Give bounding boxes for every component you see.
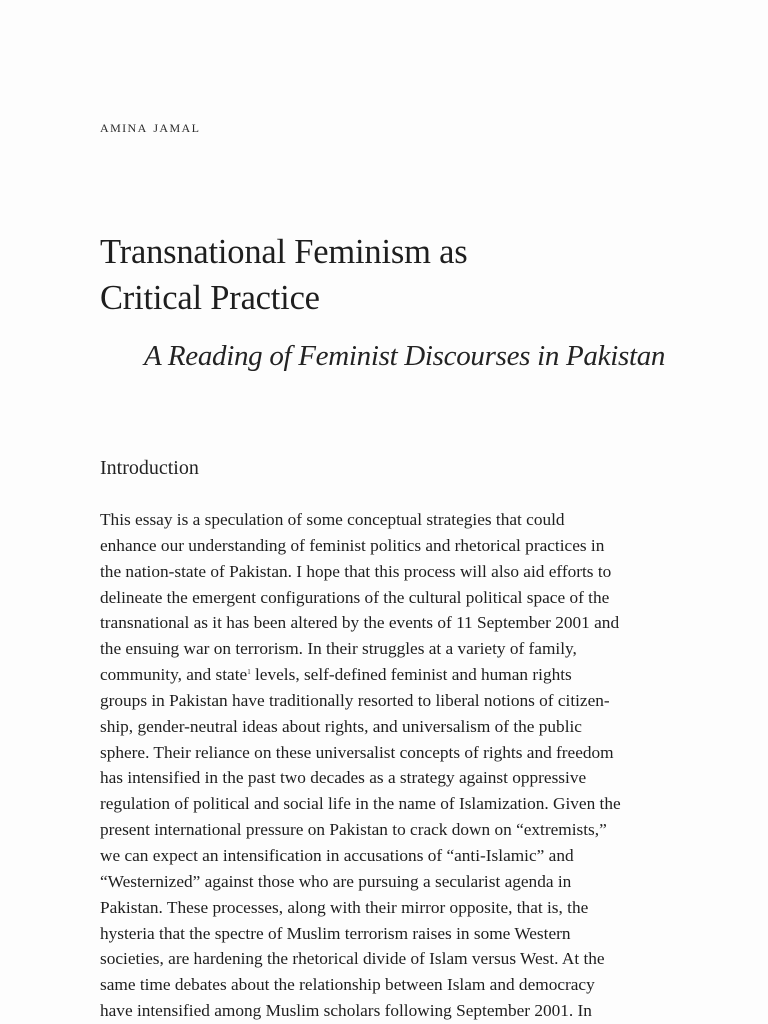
body-line: transnational as it has been altered by the events of 11 September 2001 and <box>100 613 620 633</box>
section-heading-introduction: Introduction <box>100 457 199 479</box>
body-line: ship, gender-neutral ideas about rights, and universalism of the public <box>100 716 582 736</box>
body-line-segment: levels, self-defined feminist and human rights <box>250 665 572 685</box>
body-line: same time debates about the relationship between Islam and democracy <box>100 975 595 995</box>
body-line: sphere. Their reliance on these universalist concepts of rights and freedom <box>100 742 614 762</box>
body-line: the nation-state of Pakistan. I hope that this process will also aid efforts to <box>100 561 612 581</box>
body-line-segment: community, and state <box>100 665 248 685</box>
body-line: “Westernized” against those who are pursuing a secularist agenda in <box>100 871 572 891</box>
title-line-2: Critical Practice <box>100 279 320 317</box>
body-line: have intensified among Muslim scholars following September 2001. In <box>100 1001 592 1021</box>
body-line: has intensified in the past two decades as a strategy against oppressive <box>100 768 587 788</box>
footnote-marker[interactable]: 1 <box>247 668 251 677</box>
title-line-1: Transnational Feminism as <box>100 233 468 271</box>
article-subtitle: A Reading of Feminist Discourses in Pakistan <box>144 340 666 372</box>
body-line: hysteria that the spectre of Muslim terrorism raises in some Western <box>100 923 571 943</box>
body-line: Pakistan. These processes, along with their mirror opposite, that is, the <box>100 897 589 917</box>
body-line: societies, are hardening the rhetorical divide of Islam versus West. At the <box>100 949 605 969</box>
body-line: regulation of political and social life in the name of Islamization. Given the <box>100 794 621 814</box>
body-line-with-footnote <box>100 662 670 688</box>
body-line: groups in Pakistan have traditionally resorted to liberal notions of citizen- <box>100 690 610 710</box>
body-line: enhance our understanding of feminist politics and rhetorical practices in <box>100 535 605 555</box>
body-line: we can expect an intensification in accusations of “anti-Islamic” and <box>100 845 574 865</box>
body-line: present international pressure on Pakistan to crack down on “extremists,” <box>100 820 607 840</box>
author-name: amina jamal <box>100 117 201 136</box>
body-line: the ensuing war on terrorism. In their struggles at a variety of family, <box>100 639 577 659</box>
body-paragraph <box>100 507 670 1024</box>
article-title <box>100 229 467 321</box>
body-line: delineate the emergent configurations of the cultural political space of the <box>100 587 610 607</box>
body-line: This essay is a speculation of some conceptual strategies that could <box>100 510 565 529</box>
